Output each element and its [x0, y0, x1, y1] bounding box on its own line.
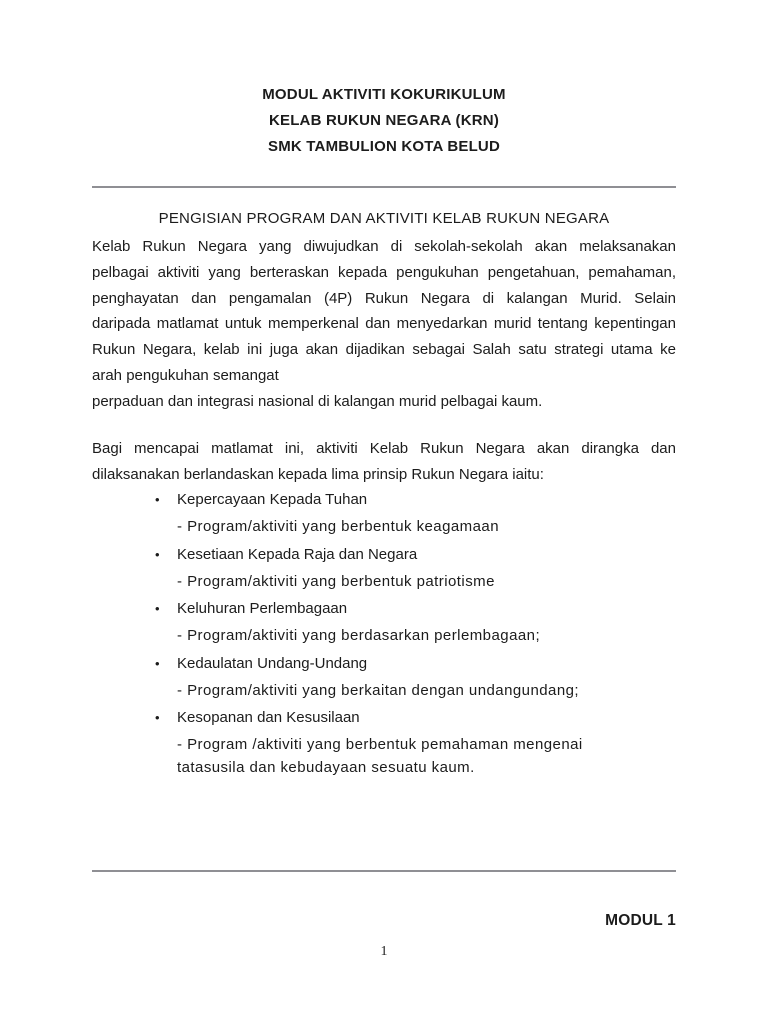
bullet-icon: • — [155, 710, 160, 725]
paragraph-line: arah pengukuhan semangat — [92, 366, 279, 384]
principle-detail — [177, 734, 676, 779]
principle-title: Kesetiaan Kepada Raja dan Negara — [177, 545, 418, 563]
principle-detail-line: tatasusila dan kebudayaan sesuatu kaum. — [177, 758, 475, 776]
title-line-1: MODUL AKTIVITI KOKURIKULUM — [262, 86, 506, 103]
list-item — [155, 650, 676, 705]
paragraph-tail-line: perpaduan dan integrasi nasional di kalangan murid pelbagai kaum. — [92, 392, 543, 410]
bullet-icon: • — [155, 601, 160, 616]
paragraph-line: pelbagai aktiviti yang berteraskan kepada pengukuhan pengetahuan, pemahaman, — [92, 263, 676, 281]
paragraph-line: penghayatan dan pengamalan (4P) Rukun Negara di kalangan Murid. Selain — [92, 289, 676, 307]
bullet-icon: • — [155, 546, 160, 562]
bullet-icon: • — [155, 492, 160, 507]
section-heading: PENGISIAN PROGRAM DAN AKTIVITI KELAB RUKUN NEGARA — [158, 210, 610, 227]
list-item — [155, 595, 676, 650]
principle-detail-line: - Program /aktiviti yang berbentuk pemahaman mengenai — [177, 736, 583, 753]
principles-list — [155, 486, 676, 779]
bullet-icon: • — [155, 655, 160, 671]
paragraph-line: Bagi mencapai matlamat ini, aktiviti Kelab Rukun Negara akan dirangka dan — [92, 440, 676, 457]
paragraph-line: daripada matlamat untuk memperkenal dan menyedarkan murid tentang kepentingan — [92, 315, 676, 333]
paragraph-line: Kelab Rukun Negara yang diwujudkan di sekolah-sekolah akan melaksanakan — [92, 238, 676, 255]
bottom-divider-rule — [92, 870, 676, 872]
document-title — [92, 82, 676, 160]
page-number: 1 — [380, 944, 388, 959]
paragraph-objective — [92, 436, 676, 488]
principle-title: Kedaulatan Undang-Undang — [177, 654, 368, 672]
principle-detail: - Program/aktiviti yang berbentuk patriotisme — [177, 572, 495, 590]
title-line-3: SMK TAMBULION KOTA BELUD — [268, 138, 500, 155]
principle-title: Kepercayaan Kepada Tuhan — [177, 491, 368, 508]
principle-title: Keluhuran Perlembagaan — [177, 600, 348, 617]
list-item — [155, 704, 676, 779]
title-line-2: KELAB RUKUN NEGARA (KRN) — [268, 112, 500, 129]
list-item — [155, 541, 676, 596]
principle-title: Kesopanan dan Kesusilaan — [177, 709, 360, 726]
paragraph-line: Rukun Negara, kelab ini juga akan dijadikan sebagai Salah satu strategi utama ke — [92, 341, 676, 359]
list-item — [155, 486, 676, 541]
principle-detail: - Program/aktiviti yang berdasarkan perlembagaan; — [177, 627, 541, 644]
top-divider-rule — [92, 186, 676, 188]
principle-detail: - Program/aktiviti yang berkaitan dengan undangundang; — [177, 681, 580, 699]
module-label: MODUL 1 — [605, 912, 676, 929]
paragraph-intro — [92, 234, 676, 415]
paragraph-line: dilaksanakan berlandaskan kepada lima prinsip Rukun Negara iaitu: — [92, 465, 544, 483]
principle-detail: - Program/aktiviti yang berbentuk keagamaan — [177, 518, 500, 535]
